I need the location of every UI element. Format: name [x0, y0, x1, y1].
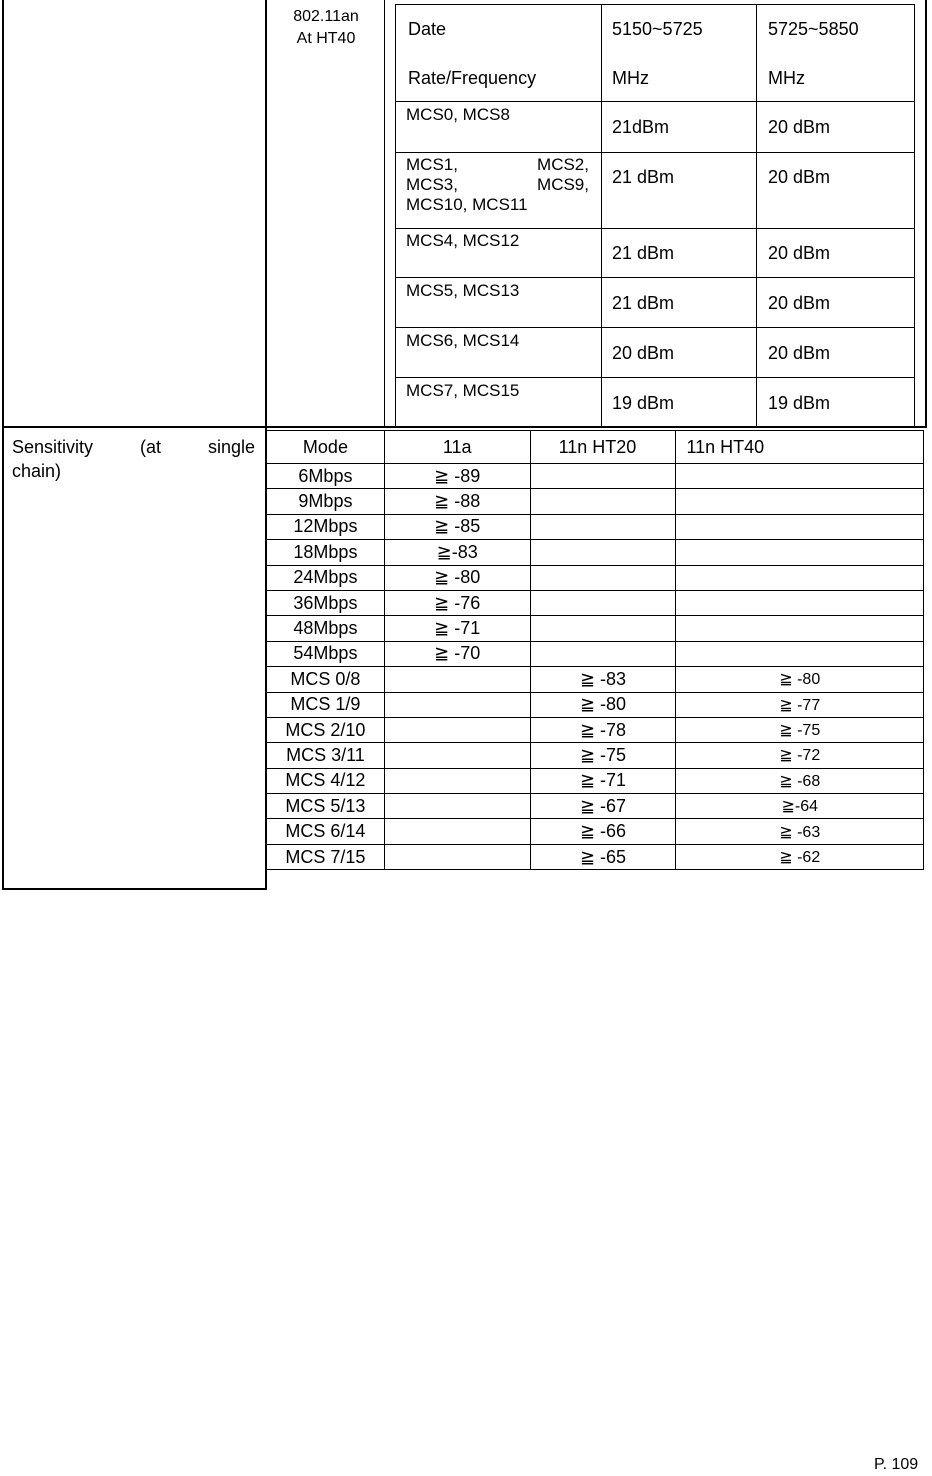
header-ht20: 11n HT20 [530, 431, 676, 464]
power-value: 20 dBm [612, 343, 675, 363]
cell-ht40: ≧ -72 [676, 743, 924, 768]
power-value: 19 dBm [612, 393, 675, 413]
cell-mode: 12Mbps [267, 514, 385, 539]
power-rate: MCS0, MCS8 [406, 105, 510, 124]
sensitivity-label-cell [2, 428, 267, 890]
cell-ht20: ≧ -66 [530, 819, 676, 844]
power-rate: MCS4, MCS12 [406, 231, 520, 250]
cell-mode: MCS 1/9 [267, 692, 385, 717]
table-row [267, 540, 924, 565]
cell-mode: 6Mbps [267, 464, 385, 489]
table-row [267, 743, 924, 768]
cell-ht20 [530, 590, 676, 615]
table-row [267, 464, 924, 489]
cell-ht20: ≧ -83 [530, 667, 676, 692]
cell-11a: ≧ -88 [384, 489, 530, 514]
cell-11a: ≧ -71 [384, 616, 530, 641]
cell-ht40 [676, 464, 924, 489]
divider [395, 101, 915, 102]
table-row [267, 565, 924, 590]
cell-ht20: ≧ -67 [530, 794, 676, 819]
table-row [267, 692, 924, 717]
power-value: 20 dBm [768, 243, 831, 263]
cell-mode: MCS 2/10 [267, 717, 385, 742]
cell-mode: 18Mbps [267, 540, 385, 565]
power-rate: MCS6, MCS14 [406, 331, 520, 350]
mode-label-line1: 802.11an [293, 8, 359, 25]
divider [395, 327, 915, 328]
cell-ht20: ≧ -75 [530, 743, 676, 768]
cell-ht40: ≧ -63 [676, 819, 924, 844]
cell-ht20 [530, 489, 676, 514]
table-row [267, 514, 924, 539]
cell-11a [384, 667, 530, 692]
page-number: P. 109 [874, 1456, 919, 1473]
header-band-2: 5725~5850 MHz [768, 19, 859, 88]
divider [395, 377, 915, 378]
power-value: 21dBm [612, 117, 670, 137]
table-row [267, 844, 924, 869]
cell-11a: ≧ -85 [384, 514, 530, 539]
cell-11a [384, 844, 530, 869]
cell-ht20 [530, 514, 676, 539]
cell-ht40 [676, 641, 924, 666]
cell-ht40: ≧ -77 [676, 692, 924, 717]
cell-ht20 [530, 540, 676, 565]
cell-mode: MCS 0/8 [267, 667, 385, 692]
divider [601, 4, 602, 428]
cell-11a [384, 819, 530, 844]
cell-ht20 [530, 565, 676, 590]
cell-11a: ≧-83 [384, 540, 530, 565]
cell-mode: MCS 4/12 [267, 768, 385, 793]
cell-mode: MCS 6/14 [267, 819, 385, 844]
cell-mode: 36Mbps [267, 590, 385, 615]
cell-11a [384, 692, 530, 717]
power-value: 20 dBm [768, 167, 831, 187]
divider [395, 228, 915, 229]
cell-mode: MCS 7/15 [267, 844, 385, 869]
sensitivity-table [266, 430, 924, 870]
cell-ht20: ≧ -71 [530, 768, 676, 793]
cell-mode: 48Mbps [267, 616, 385, 641]
cell-ht40 [676, 514, 924, 539]
table-row [267, 667, 924, 692]
divider [395, 277, 915, 278]
cell-11a: ≧ -89 [384, 464, 530, 489]
power-value: 21 dBm [612, 293, 675, 313]
cell-ht40: ≧ -62 [676, 844, 924, 869]
cell-ht40 [676, 540, 924, 565]
header-mode: Mode [267, 431, 385, 464]
table-row [267, 616, 924, 641]
cell-11a [384, 717, 530, 742]
table-row [267, 641, 924, 666]
power-value: 20 dBm [768, 117, 831, 137]
cell-ht20 [530, 616, 676, 641]
cell-ht40: ≧ -80 [676, 667, 924, 692]
cell-11a: ≧ -80 [384, 565, 530, 590]
divider [384, 0, 385, 428]
table-row [267, 794, 924, 819]
cell-mode: MCS 3/11 [267, 743, 385, 768]
cell-ht40: ≧-64 [676, 794, 924, 819]
divider [265, 0, 267, 428]
cell-mode: MCS 5/13 [267, 794, 385, 819]
header-rate-frequency: Date Rate/Frequency [408, 19, 537, 88]
header-ht40: 11n HT40 [676, 431, 924, 464]
power-value: 21 dBm [612, 243, 675, 263]
power-value: 20 dBm [768, 293, 831, 313]
header-band-1: 5150~5725 MHz [612, 19, 703, 88]
table-row [267, 489, 924, 514]
table-row [267, 717, 924, 742]
cell-11a [384, 794, 530, 819]
cell-11a [384, 768, 530, 793]
cell-ht40 [676, 616, 924, 641]
cell-ht20: ≧ -78 [530, 717, 676, 742]
table-row [267, 590, 924, 615]
power-rate-multiline: MCS1, MCS2, MCS3, MCS9, MCS10, MCS11 [406, 155, 589, 214]
table-header-row [267, 431, 924, 464]
cell-ht40 [676, 565, 924, 590]
cell-ht40: ≧ -75 [676, 717, 924, 742]
cell-ht20: ≧ -80 [530, 692, 676, 717]
cell-11a: ≧ -70 [384, 641, 530, 666]
cell-mode: 24Mbps [267, 565, 385, 590]
table-row [267, 819, 924, 844]
power-value: 19 dBm [768, 393, 831, 413]
cell-ht20 [530, 641, 676, 666]
power-rate: MCS5, MCS13 [406, 281, 520, 300]
header-11a: 11a [384, 431, 530, 464]
cell-11a: ≧ -76 [384, 590, 530, 615]
divider [756, 4, 757, 428]
sensitivity-label: Sensitivity (at single chain) [12, 437, 255, 481]
mode-label-line2: At HT40 [296, 30, 356, 47]
cell-ht20 [530, 464, 676, 489]
cell-mode: 54Mbps [267, 641, 385, 666]
cell-11a [384, 743, 530, 768]
table-row [267, 768, 924, 793]
cell-ht40: ≧ -68 [676, 768, 924, 793]
power-value: 21 dBm [612, 167, 675, 187]
divider [395, 152, 915, 153]
cell-mode: 9Mbps [267, 489, 385, 514]
cell-ht40 [676, 489, 924, 514]
power-value: 20 dBm [768, 343, 831, 363]
cell-ht40 [676, 590, 924, 615]
cell-ht20: ≧ -65 [530, 844, 676, 869]
mode-label [268, 6, 384, 50]
power-rate: MCS7, MCS15 [406, 381, 520, 400]
